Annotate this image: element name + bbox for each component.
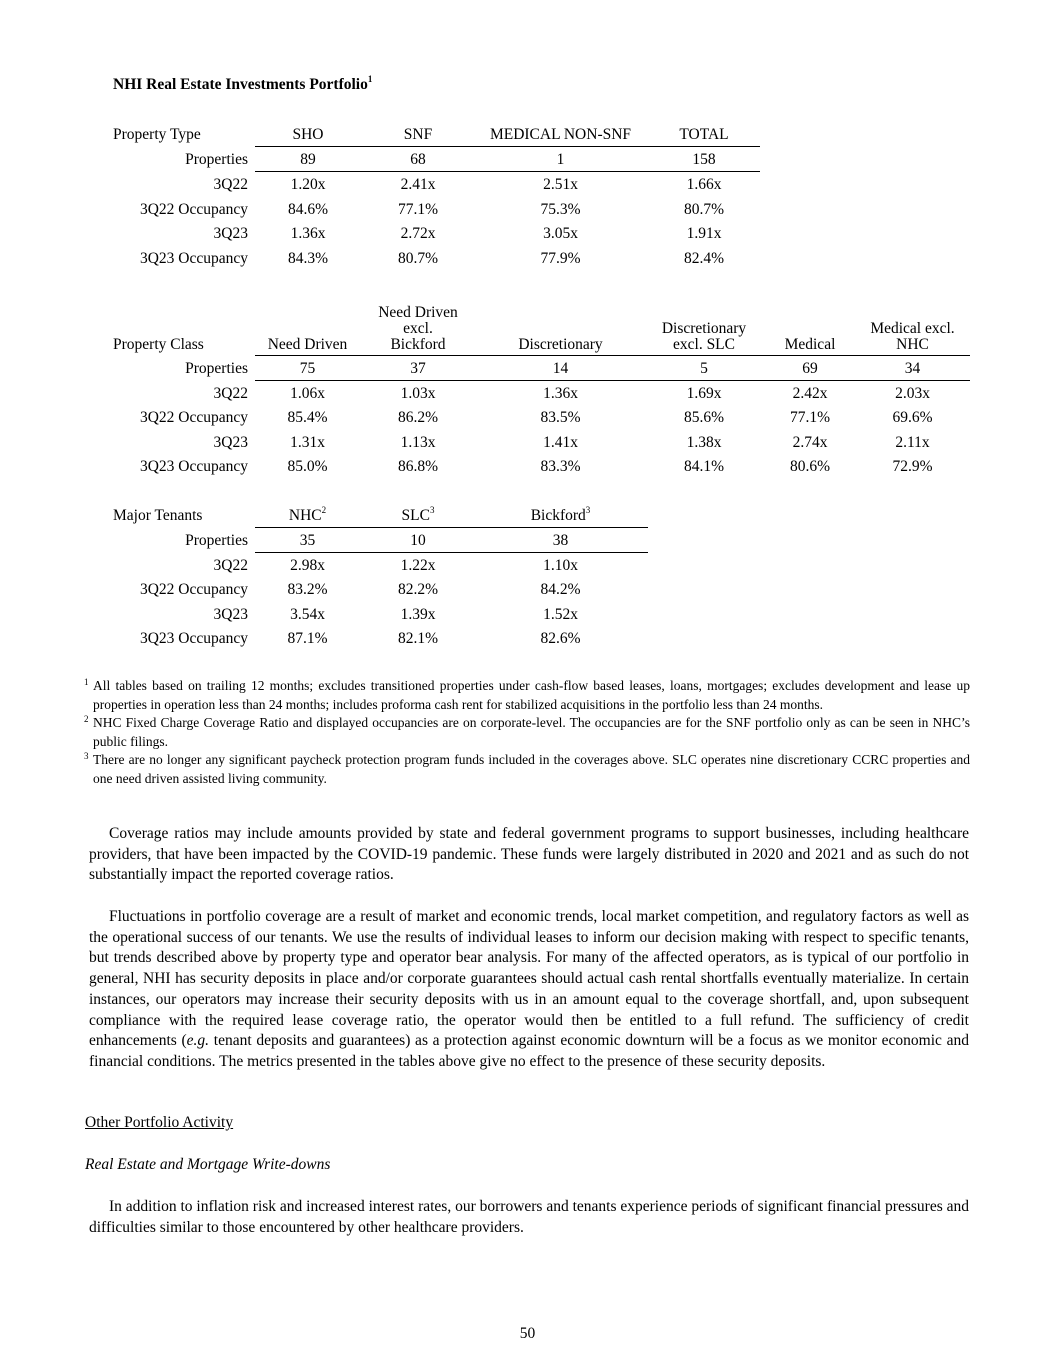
major-tenants-table	[0, 506, 1055, 656]
row-label: 3Q22 Occupancy	[139, 409, 248, 427]
table-cell: 2.72x	[400, 225, 436, 243]
table-cell: 80.7%	[397, 250, 439, 268]
table-cell: 1.03x	[400, 384, 436, 402]
paragraph-coverage-ratios: Coverage ratios may include amounts provided by state and federal government programs to support businesses, including healthcare providers, that have been impacted by the COVID-19 pandemic. These funds were largely distributed in 2020 and 2021 and as such do not substantially impact the reported coverage ratios.	[89, 825, 969, 884]
divider	[255, 552, 648, 553]
subsection-heading: Real Estate and Mortgage Write-downs	[85, 1156, 331, 1173]
table-cell: 86.2%	[397, 409, 439, 427]
table-cell: 34	[904, 360, 921, 377]
table-cell: 1.31x	[290, 433, 325, 451]
divider	[255, 355, 970, 356]
table-cell: 85.4%	[287, 409, 328, 427]
table-cell: 85.6%	[683, 409, 725, 427]
table-cell: 1.13x	[400, 433, 436, 451]
table-cell: 1.06x	[290, 384, 325, 402]
header-cell: SHO	[292, 126, 324, 143]
header-cell: Property Class	[113, 336, 204, 353]
table-cell: 1.36x	[543, 384, 578, 402]
table-cell: 89	[300, 151, 316, 168]
table-cell: 77.1%	[789, 409, 831, 427]
page-number: 50	[519, 1325, 536, 1342]
table-cell: 86.8%	[397, 458, 439, 476]
table-cell: 82.6%	[540, 630, 581, 648]
table-cell: 1.39x	[400, 605, 436, 623]
row-label: 3Q23	[213, 605, 248, 623]
footnote: 1 All tables based on trailing 12 months; excludes transitioned properties under cash-flow based leases, loans, mortgages; excludes development and lease up properties in operation less than 24 months; includes proforma cash rent for stabilized acquisitions in the portfolio less than 24 months.	[84, 677, 970, 712]
table-cell: 2.42x	[792, 384, 828, 402]
row-label: 3Q23	[213, 225, 248, 243]
footnote: 3 There are no longer any significant paycheck protection program funds included in the coverages above. SLC operates nine discretionary CCRC properties and one need driven assisted living community.	[84, 751, 970, 786]
table-cell: 77.9%	[540, 250, 581, 268]
table-cell: 3.54x	[290, 605, 325, 623]
row-label: 3Q23 Occupancy	[139, 250, 248, 268]
paragraph-write-downs: In addition to inflation risk and increased interest rates, our borrowers and tenants experience periods of significant financial pressures and difficulties similar to those encountered by other healthcare providers.	[89, 1198, 969, 1236]
table-cell: 1.69x	[686, 384, 722, 402]
header-cell: Discretionary	[518, 336, 603, 353]
table-cell: 87.1%	[287, 630, 328, 648]
table-cell: 1.41x	[543, 433, 578, 451]
table-cell: 2.98x	[290, 556, 325, 574]
table-cell: 2.41x	[400, 175, 436, 193]
table-cell: 83.3%	[540, 458, 581, 476]
table-cell: 77.1%	[397, 200, 439, 218]
row-label: 3Q22	[213, 556, 248, 574]
divider	[255, 171, 760, 172]
table-cell: 80.6%	[789, 458, 831, 476]
row-label: Properties	[185, 151, 248, 168]
property-type-table	[0, 125, 1055, 275]
table-cell: 10	[410, 532, 426, 549]
table-cell: 69	[802, 360, 818, 377]
header-cell: Bickford$^3$	[530, 504, 591, 524]
table-cell: 84.2%	[540, 581, 581, 599]
table-cell: 1.20x	[290, 175, 326, 193]
table-cell: 72.9%	[892, 458, 933, 476]
row-label: 3Q23 Occupancy	[139, 630, 248, 648]
table-cell: 3.05x	[543, 225, 578, 243]
header-cell: NHC$^2$	[288, 504, 327, 524]
header-cell: SNF	[403, 126, 433, 143]
table-cell: 1.10x	[543, 556, 578, 574]
page-title: NHI Real Estate Investments Portfolio$^1$	[113, 73, 373, 93]
row-label: Properties	[185, 532, 248, 549]
table-cell: 14	[552, 360, 569, 377]
row-label: 3Q22 Occupancy	[139, 200, 248, 218]
table-cell: 2.11x	[895, 433, 930, 451]
table-cell: 83.2%	[287, 581, 328, 599]
table-cell: 1.52x	[543, 605, 578, 623]
section-heading: Other Portfolio Activity	[85, 1114, 234, 1131]
table-cell: 85.0%	[287, 458, 328, 476]
row-label: 3Q22	[213, 384, 248, 402]
table-cell: 37	[410, 360, 426, 377]
row-label: Properties	[185, 360, 248, 377]
header-cell: Need Driven excl. Bickford	[378, 304, 458, 353]
footnote: 2 NHC Fixed Charge Coverage Ratio and displayed occupancies are on corporate-level. The occupancies are for the SNF portfolio only as can be seen in NHC’s public filings.	[84, 714, 970, 749]
table-cell: 83.5%	[540, 409, 581, 427]
header-cell: SLC$^3$	[401, 504, 435, 524]
table-cell: 84.6%	[287, 200, 329, 218]
table-cell: 1.66x	[686, 175, 722, 193]
row-label: 3Q23 Occupancy	[139, 458, 248, 476]
divider	[255, 146, 760, 147]
table-cell: 84.3%	[287, 250, 329, 268]
table-cell: 1.38x	[686, 433, 722, 451]
table-cell: 158	[692, 151, 716, 168]
table-cell: 1.22x	[400, 556, 436, 574]
header-cell: Need Driven	[267, 336, 348, 353]
table-cell: 1	[556, 151, 565, 168]
header-cell: Discretionary excl. SLC	[661, 320, 747, 353]
table-cell: 75.3%	[540, 200, 581, 218]
header-cell: Medical	[784, 336, 836, 353]
header-cell: Medical excl. NHC	[870, 320, 955, 353]
row-label: 3Q22 Occupancy	[139, 581, 248, 599]
header-cell: Property Type	[113, 126, 201, 143]
table-cell: 38	[552, 532, 569, 549]
table-cell: 2.03x	[895, 384, 930, 402]
row-label: 3Q22	[213, 175, 248, 193]
divider	[255, 527, 648, 528]
row-label: 3Q23	[213, 433, 248, 451]
footnotes	[85, 677, 970, 788]
paragraph-fluctuations: Fluctuations in portfolio coverage are a result of market and economic trends, local market competition, and regulatory factors as well as the operational success of our tenants. We use the results of individual leases to inform our decision making with respect to specific tenants, but trends described above by property type and operator bear analysis. For many of the affected operators, as is typical of our portfolio in general, NHI has security deposits in place and/or corporate guarantees should actual cash rental shortfalls eventually materialize. In certain instances, our operators may increase their security deposits with us in an amount equal to the coverage shortfall, and, upon subsequent compliance with the required lease coverage ratio, the operator would then be entitled to a full refund. The sufficiency of credit enhancements (e.g. tenant deposits and guarantees) as a protection against economic downturn will be a focus as we monitor economic and financial conditions. The metrics presented in the tables above give no effect to the presence of these security deposits.	[89, 908, 969, 1070]
table-cell: 2.74x	[792, 433, 828, 451]
table-cell: 2.51x	[543, 175, 578, 193]
header-cell: MEDICAL NON-SNF	[489, 126, 632, 143]
header-cell: Major Tenants	[113, 507, 203, 524]
table-cell: 82.2%	[397, 581, 439, 599]
header-cell: TOTAL	[679, 126, 729, 143]
table-cell: 84.1%	[683, 458, 725, 476]
property-class-table	[0, 300, 1055, 480]
table-cell: 82.1%	[397, 630, 439, 648]
table-cell: 82.4%	[683, 250, 725, 268]
table-cell: 68	[410, 151, 426, 168]
table-cell: 1.36x	[290, 225, 326, 243]
table-cell: 75	[299, 360, 316, 377]
table-cell: 5	[700, 360, 708, 377]
divider	[255, 380, 970, 381]
table-cell: 1.91x	[686, 225, 722, 243]
table-cell: 80.7%	[683, 200, 725, 218]
table-cell: 69.6%	[892, 409, 933, 427]
table-cell: 35	[299, 532, 316, 549]
